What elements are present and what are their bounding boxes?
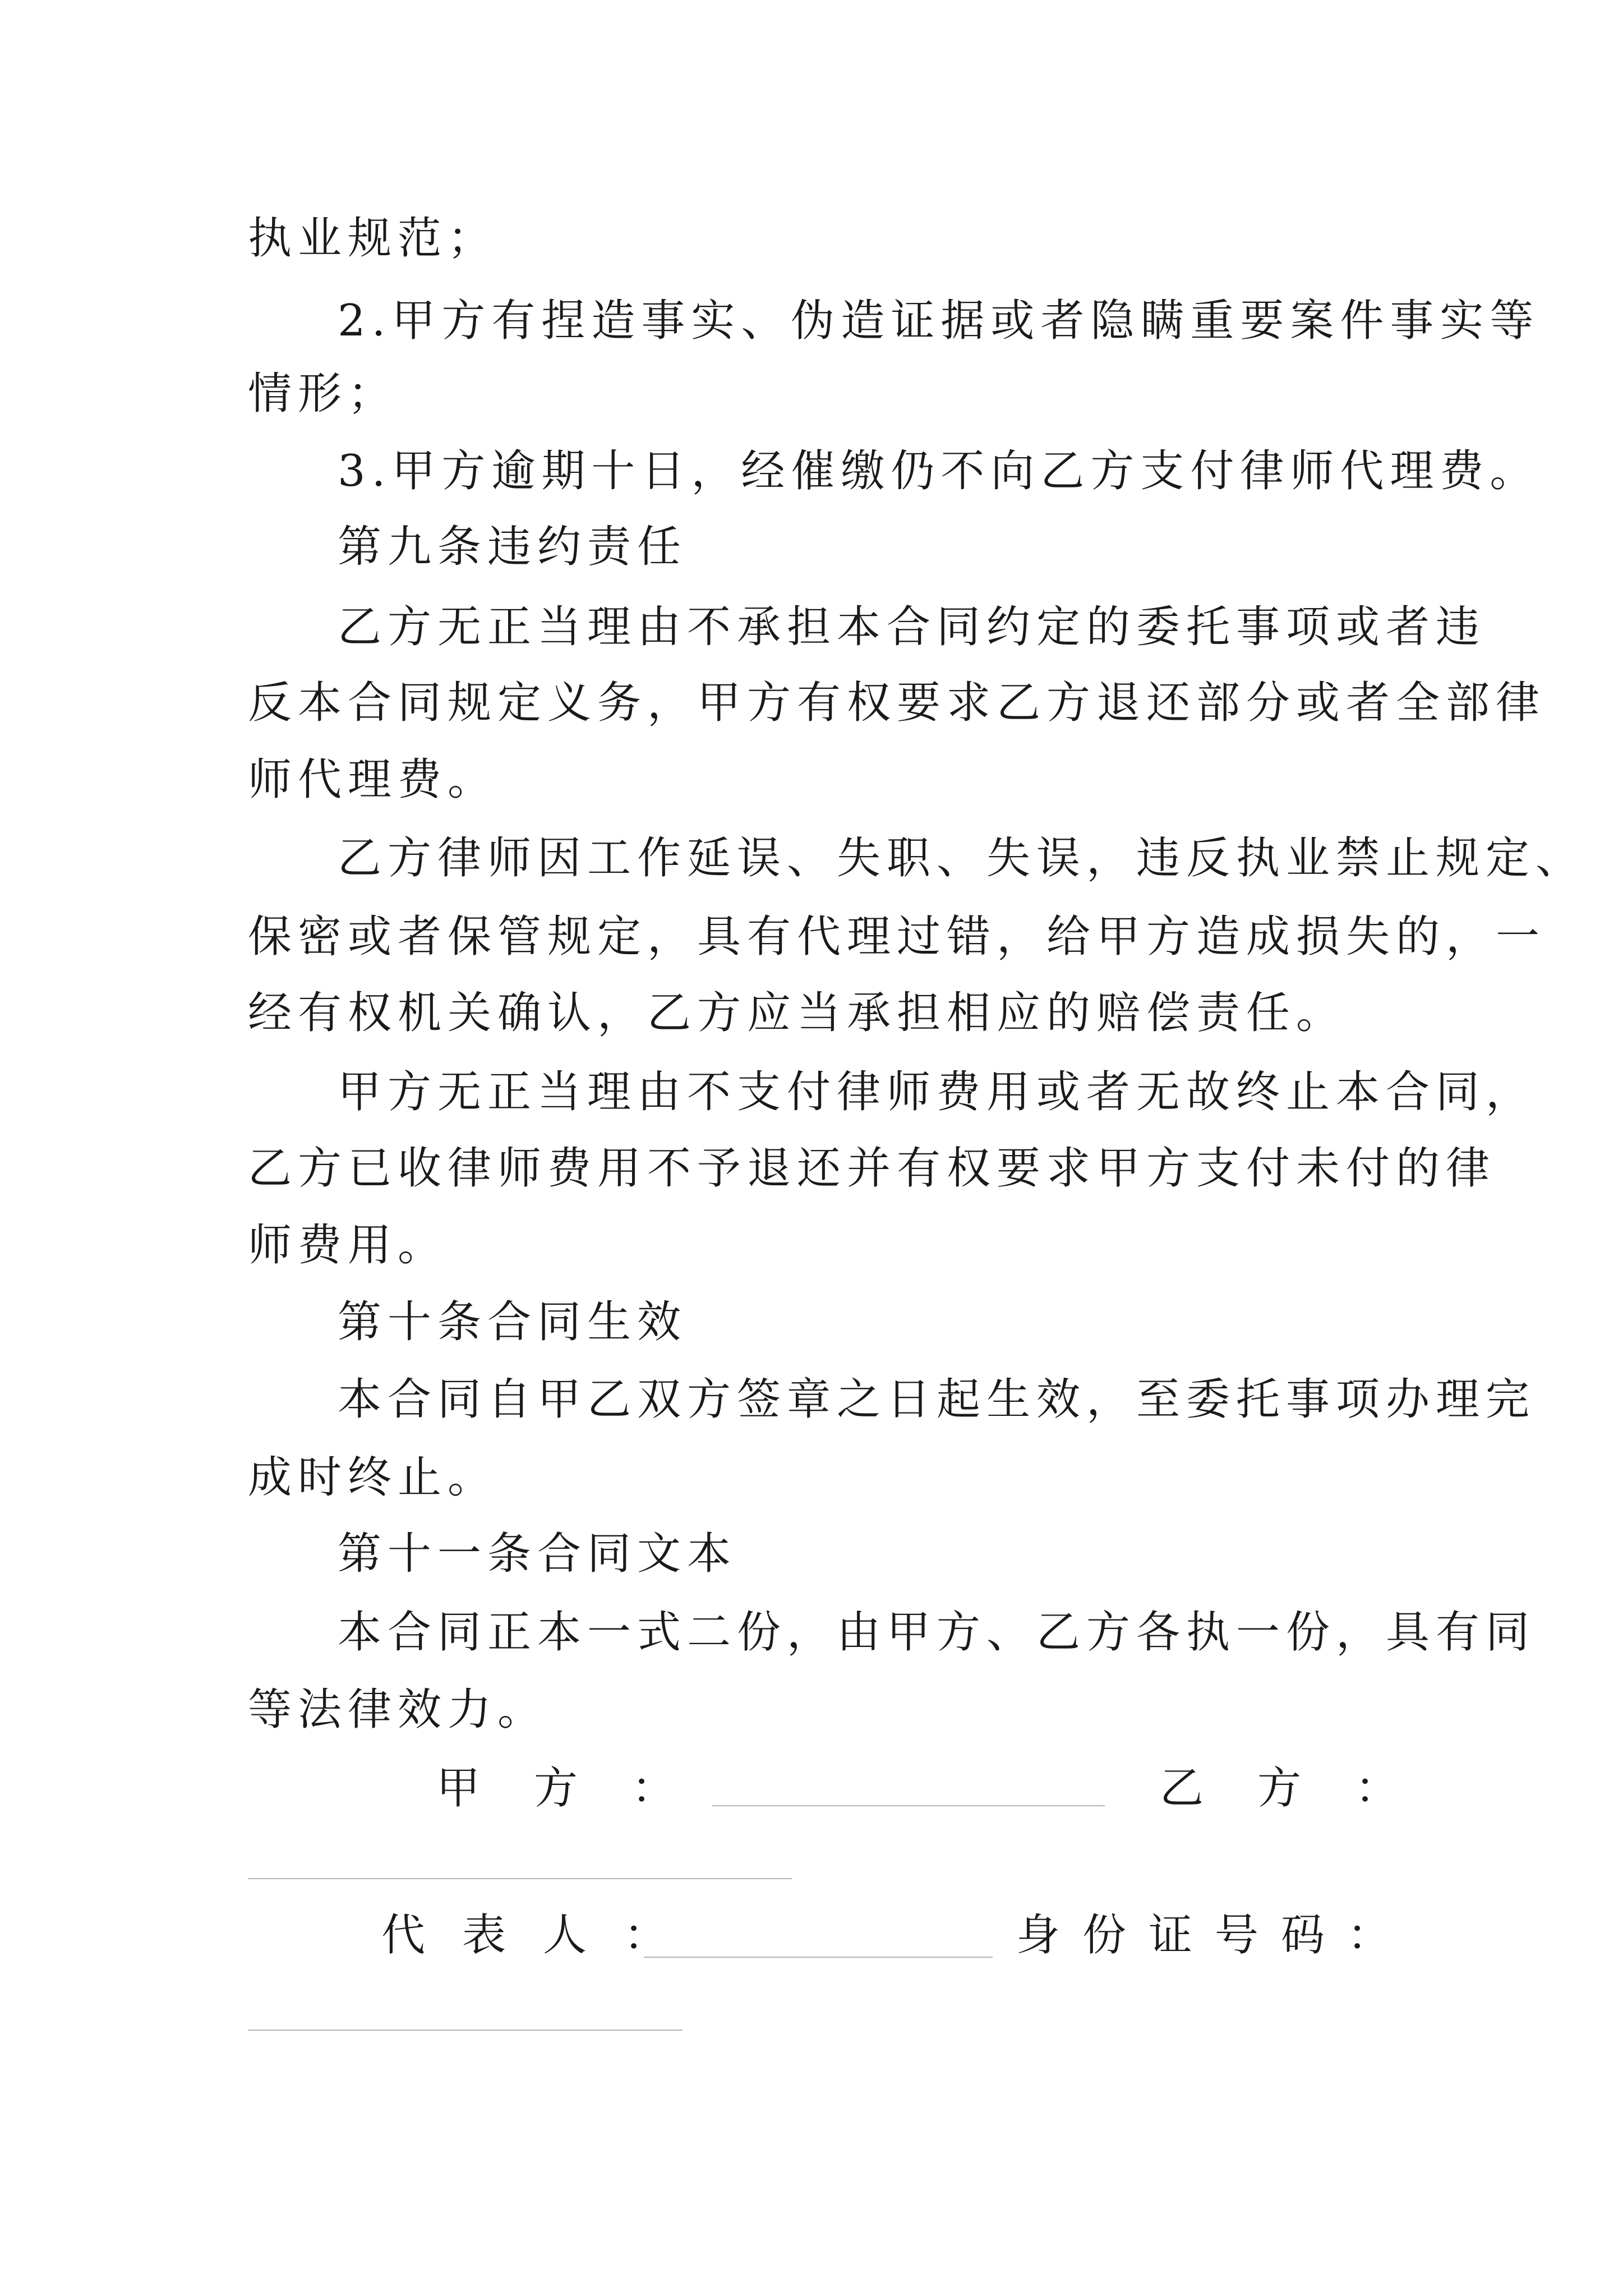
- paragraph-line: 保密或者保管规定，具有代理过错，给甲方造成损失的，一: [248, 912, 1546, 962]
- representative-label: 代表人：: [381, 1910, 705, 1961]
- signature-row-parties: [0, 1760, 1623, 1816]
- paragraph-line: 乙方已收律师费用不予退还并有权要求甲方支付未付的律: [248, 1143, 1496, 1194]
- paragraph-line: 本合同正本一式二份，由甲方、乙方各执一份，具有同: [338, 1607, 1536, 1658]
- paragraph-line: 执业规范；: [248, 213, 498, 264]
- paragraph-line: 乙方无正当理由不承担本合同约定的委托事项或者违: [338, 602, 1486, 652]
- party-a-label: 甲方：: [436, 1763, 730, 1814]
- paragraph-line: 师代理费。: [248, 754, 498, 805]
- paragraph-line: 甲方无正当理由不支付律师费用或者无故终止本合同，: [338, 1067, 1536, 1117]
- party-b-label: 乙方：: [1160, 1763, 1453, 1814]
- clause-item-3: 3.甲方逾期十日，经催缴仍不向乙方支付律师代理费。: [338, 446, 1540, 496]
- paragraph-line: 本合同自甲乙双方签章之日起生效，至委托事项办理完: [338, 1374, 1536, 1425]
- paragraph-line: 经有权机关确认，乙方应当承担相应的赔偿责任。: [248, 988, 1347, 1038]
- paragraph-line: 等法律效力。: [248, 1685, 548, 1735]
- party-b-signature-line: [248, 1878, 792, 1879]
- clause-item-2: 2.甲方有捏造事实、伪造证据或者隐瞒重要案件事实等: [338, 296, 1540, 346]
- section-heading-article-10: 第十条合同生效: [338, 1297, 688, 1347]
- representative-signature-line: [644, 1957, 993, 1958]
- paragraph-line: 反本合同规定义务，甲方有权要求乙方退还部分或者全部律: [248, 678, 1546, 728]
- paragraph-line: 乙方律师因工作延误、失职、失误，违反执业禁止规定、: [338, 833, 1586, 884]
- signature-row-representative: [0, 1907, 1623, 1963]
- paragraph-line: 成时终止。: [248, 1452, 498, 1503]
- party-a-signature-line: [712, 1805, 1105, 1806]
- paragraph-line: 师费用。: [248, 1220, 448, 1271]
- id-number-label: 身份证号码：: [1016, 1910, 1414, 1961]
- id-number-line: [248, 2030, 683, 2031]
- section-heading-article-9: 第九条违约责任: [338, 522, 688, 572]
- section-heading-article-11: 第十一条合同文本: [338, 1529, 737, 1579]
- paragraph-line: 情形；: [248, 369, 398, 419]
